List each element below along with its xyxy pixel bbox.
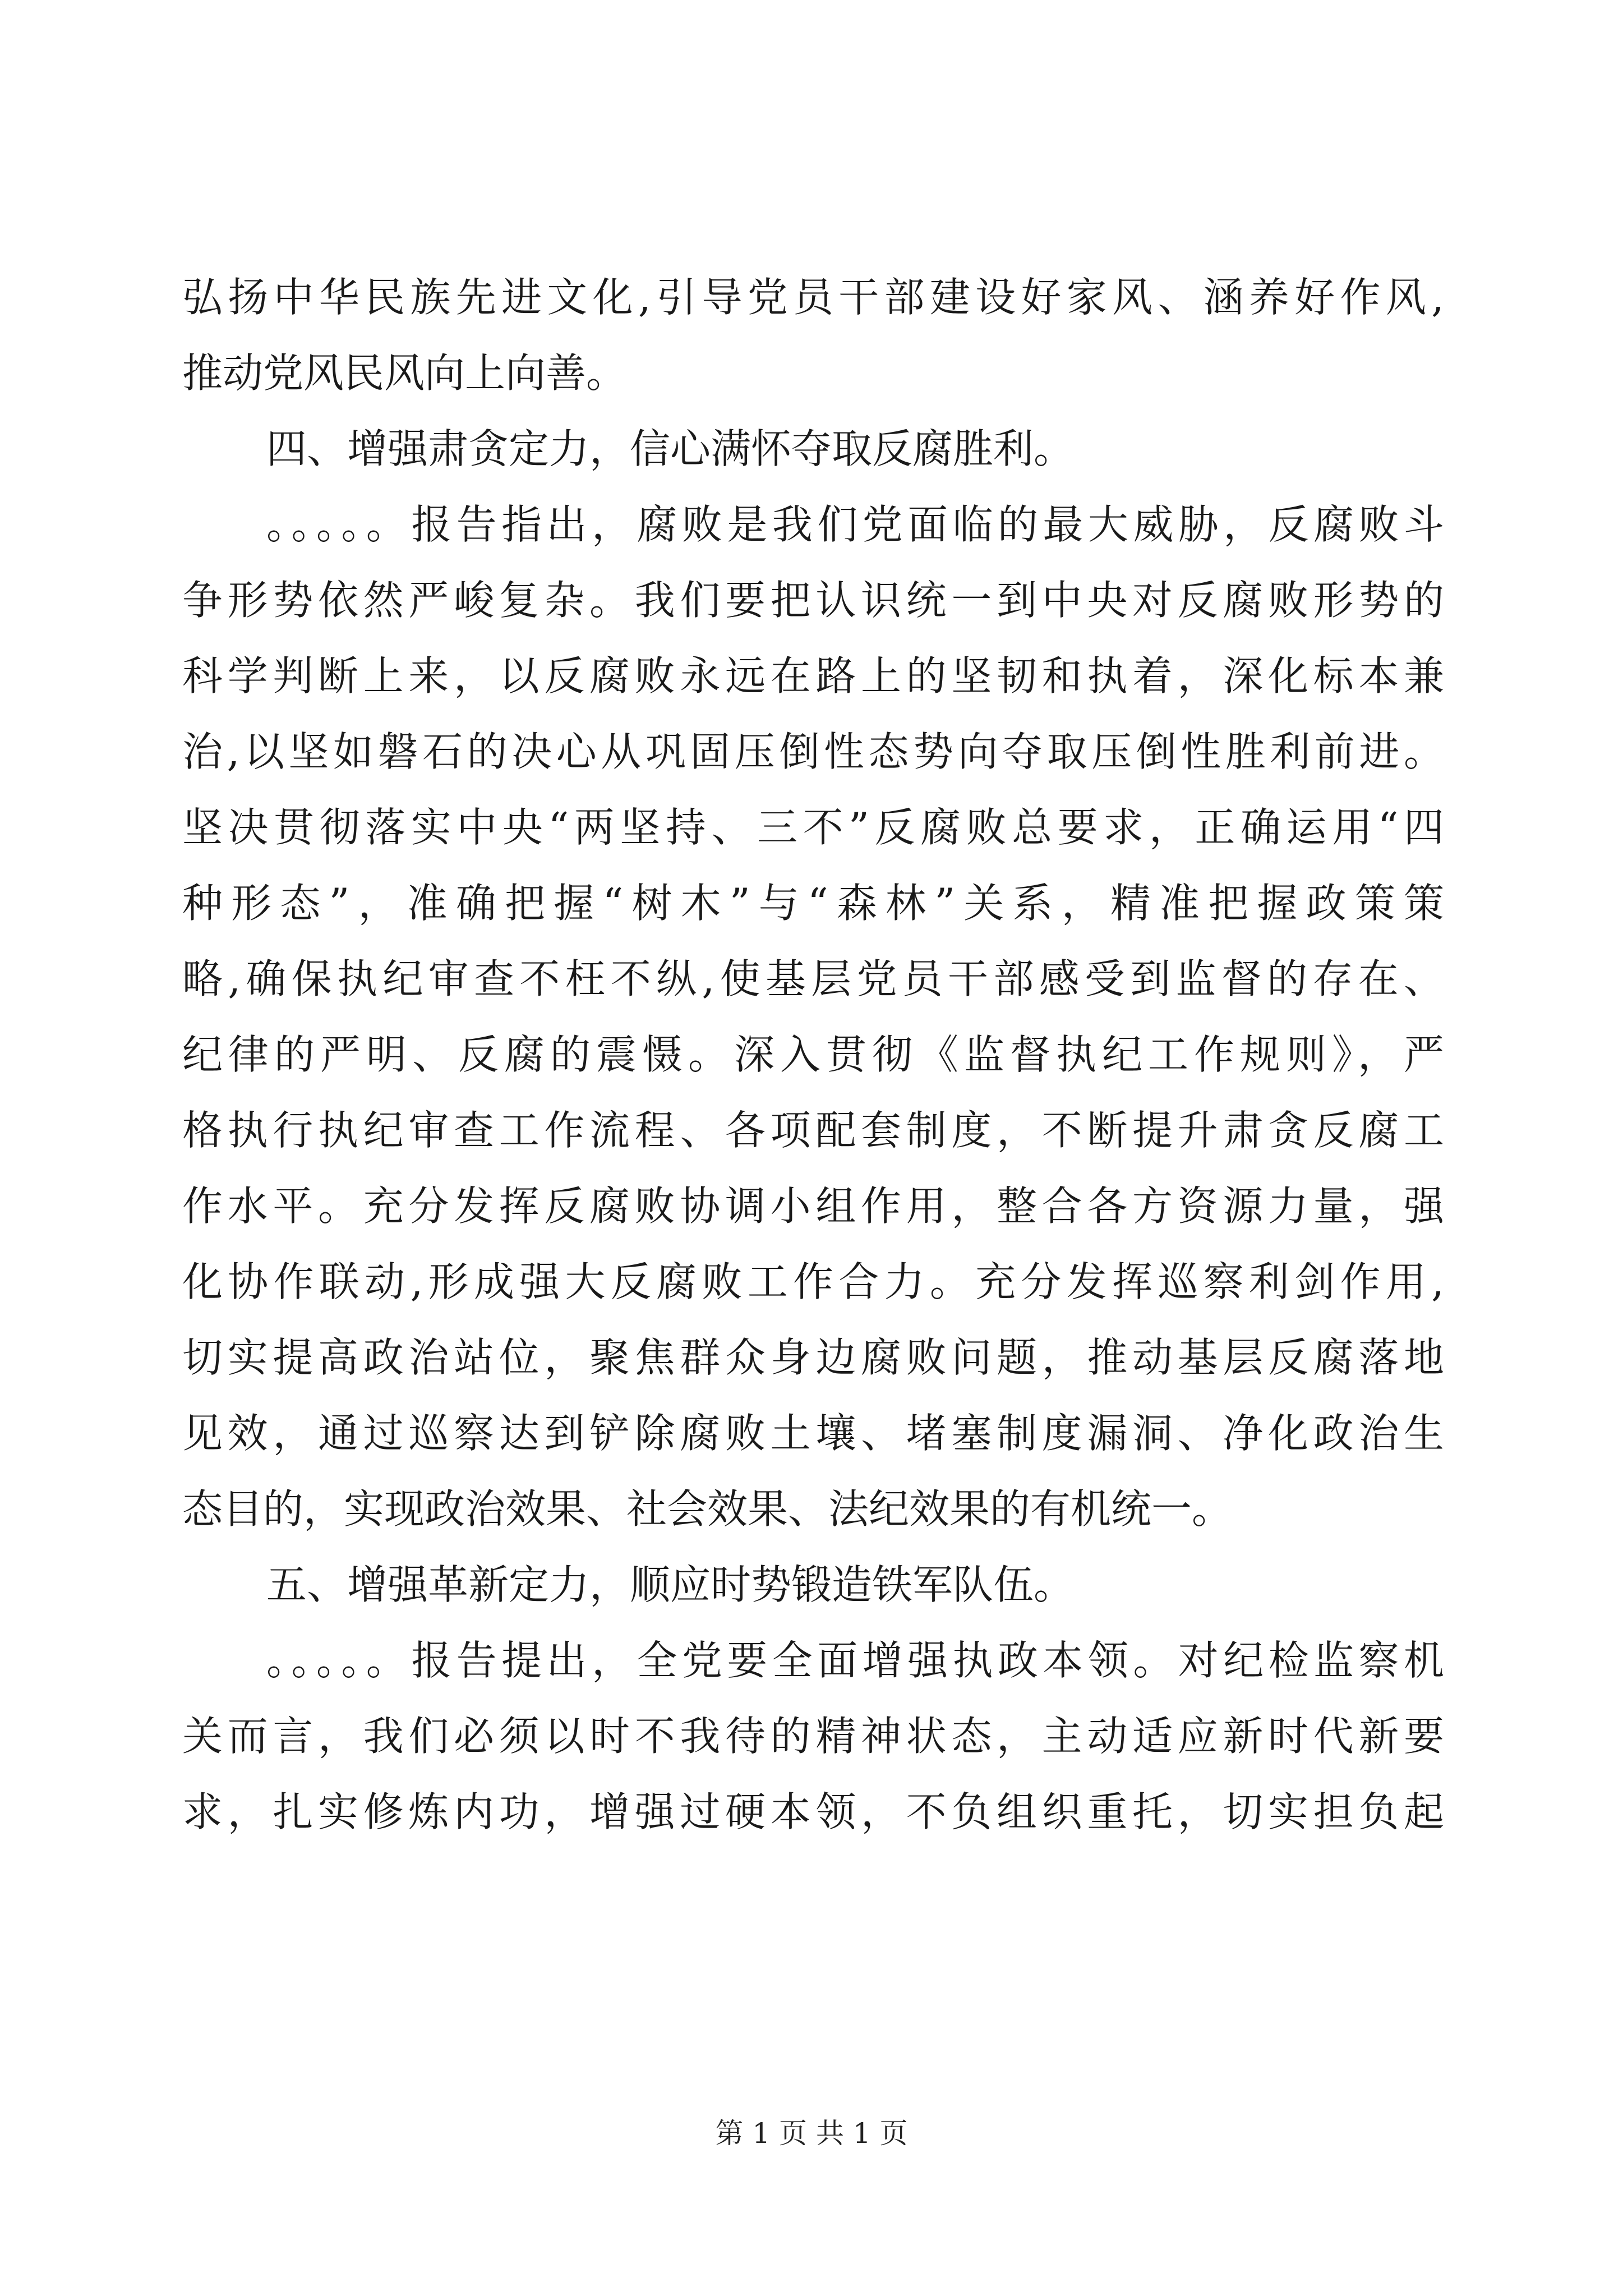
body-line: 关而言，我们必须以时不我待的精神状态，主动适应新时代新要 — [182, 1713, 1444, 1760]
body-line: 纪律的严明、反腐的震慑。深入贯彻《监督执纪工作规则》，严 — [182, 1031, 1444, 1078]
body-line: 作水平。充分发挥反腐败协调小组作用，整合各方资源力量，强 — [182, 1182, 1444, 1230]
section-heading: 四、增强肃贪定力，信心满怀夺取反腐胜利。 — [266, 425, 1075, 472]
body-line: 切实提高政治站位，聚焦群众身边腐败问题，推动基层反腐落地 — [182, 1334, 1444, 1381]
body-line: 种形态”，准确把握“树木”与“森林”关系，精准把握政策策 — [182, 880, 1444, 927]
body-line: 化协作联动,形成强大反腐败工作合力。充分发挥巡察利剑作用, — [182, 1258, 1444, 1305]
body-line: 推动党风民风向上向善。 — [182, 349, 627, 397]
body-line: 争形势依然严峻复杂。我们要把认识统一到中央对反腐败形势的 — [182, 577, 1444, 624]
body-line: 科学判断上来，以反腐败永远在路上的坚韧和执着，深化标本兼 — [182, 652, 1444, 700]
body-line: 治,以坚如磐石的决心从巩固压倒性态势向夺取压倒性胜利前进。 — [182, 728, 1444, 775]
body-line: 弘扬中华民族先进文化,引导党员干部建设好家风、涵养好作风, — [182, 274, 1444, 321]
section-heading: 五、增强革新定力，顺应时势锻造铁军队伍。 — [266, 1561, 1075, 1608]
body-line: 见效，通过巡察达到铲除腐败土壤、堵塞制度漏洞、净化政治生 — [182, 1410, 1444, 1457]
body-line: 略,确保执纪审查不枉不纵,使基层党员干部感受到监督的存在、 — [182, 955, 1444, 1002]
body-line: 。。。。。报告提出，全党要全面增强执政本领。对纪检监察机 — [266, 1637, 1444, 1684]
body-line: 求，扎实修炼内功，增强过硬本领，不负组织重托，切实担负起 — [182, 1788, 1444, 1835]
body-line: 。。。。。报告指出，腐败是我们党面临的最大威胁，反腐败斗 — [266, 501, 1444, 548]
body-line: 格执行执纪审查工作流程、各项配套制度，不断提升肃贪反腐工 — [182, 1107, 1444, 1154]
body-line: 态目的，实现政治效果、社会效果、法纪效果的有机统一。 — [182, 1485, 1233, 1533]
body-line: 坚决贯彻落实中央“两坚持、三不”反腐败总要求，正确运用“四 — [182, 804, 1444, 851]
page-number-footer: 第 1 页 共 1 页 — [715, 2117, 908, 2150]
